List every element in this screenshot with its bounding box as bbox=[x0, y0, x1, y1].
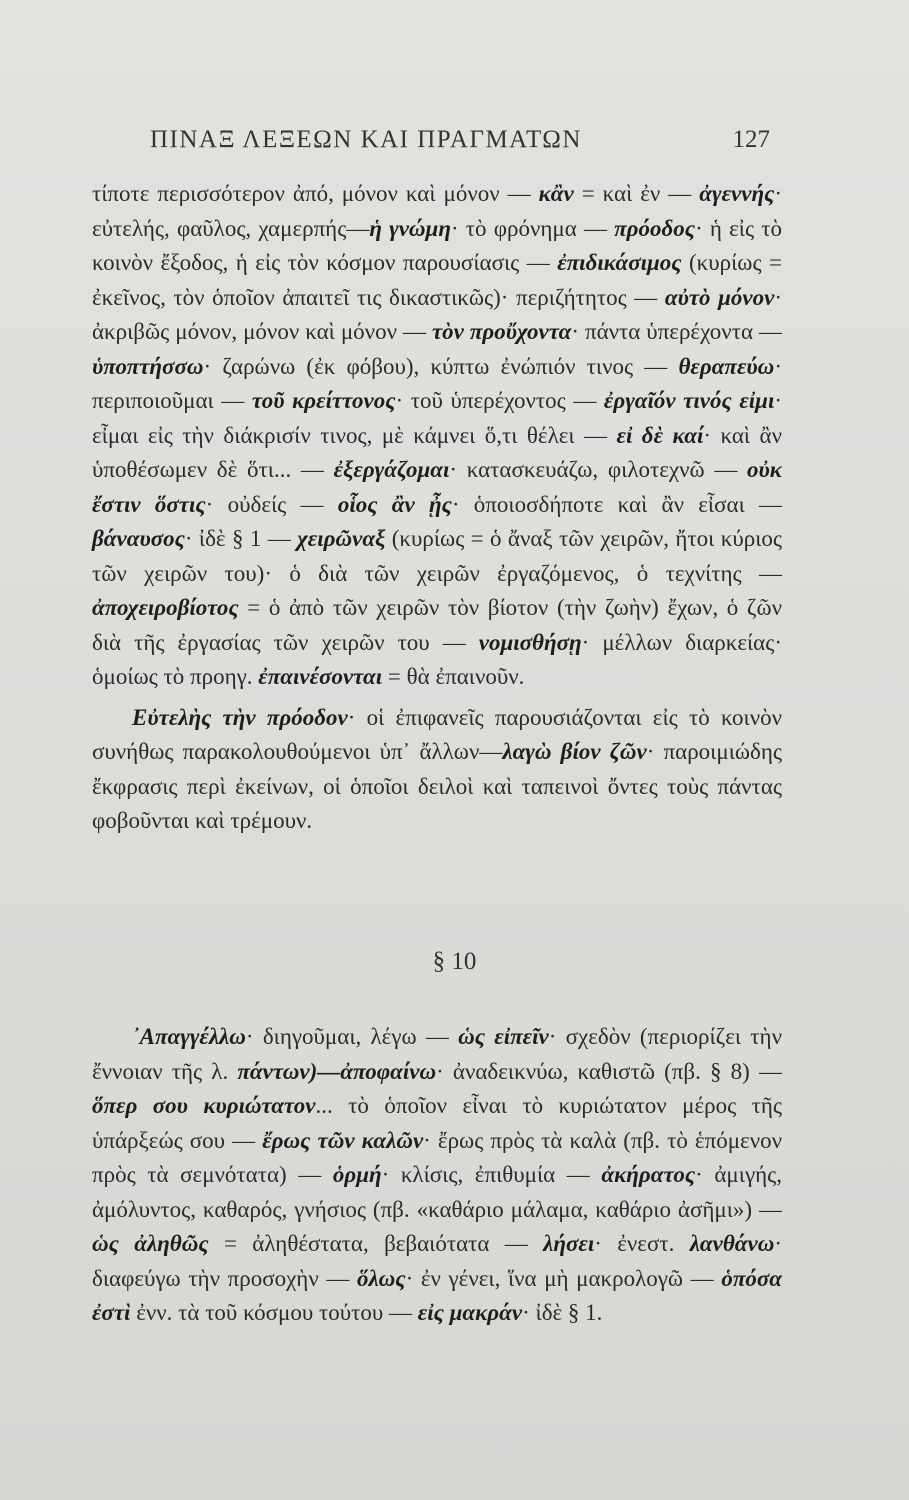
headword: ἐπιδικάσιμος bbox=[557, 250, 682, 275]
definition-text: · κλίσις, ἐπιθυμία — bbox=[381, 1162, 602, 1187]
headword: ὡς εἰπεῖν bbox=[458, 1024, 549, 1049]
definition-text: · ἀναδεικνύω, καθιστῶ (πβ. § 8) — bbox=[436, 1058, 783, 1084]
headword: λαγὼ βίον ζῶν bbox=[502, 739, 647, 764]
headword: χειρῶναξ bbox=[297, 526, 386, 551]
definition-text: ... τὸ ὁποῖον εἶναι τὸ κυριώτατον μέρος τῆς ὑπάρξεώς σου — bbox=[92, 1093, 782, 1153]
glossary-paragraph-3 bbox=[92, 1020, 782, 1331]
headword: κἂν bbox=[538, 181, 574, 206]
headword: οὐκ ἔστιν ὅστις bbox=[92, 457, 782, 517]
definition-text: ἐνν. τὰ τοῦ κόσμου τούτου — bbox=[130, 1300, 418, 1325]
headword: ἡ γνώμη bbox=[369, 215, 451, 241]
headword: ἐργαῖόν τινός εἰμι bbox=[603, 388, 775, 413]
definition-text: · εὐτελής, φαῦλος, χαμερπής— bbox=[92, 181, 782, 241]
headword: τὸν προὔχοντα bbox=[431, 319, 572, 344]
page-header bbox=[150, 120, 770, 160]
headword: ἀποχειροβίοτος bbox=[92, 595, 239, 620]
headword: ὡς ἀληθῶς bbox=[92, 1231, 209, 1256]
definition-text: (κυρίως = ὁ ἄναξ τῶν χειρῶν, ἤτοι κύριος τῶν χειρῶν του)· ὁ διὰ τῶν χειρῶν ἐργαζόμενος, ὁ τεχνίτης — bbox=[92, 526, 782, 586]
definition-text: · διηγοῦμαι, λέγω — bbox=[245, 1024, 459, 1049]
headword: πρόοδος bbox=[614, 215, 696, 241]
headword: ὑποπτήσσω bbox=[92, 353, 204, 379]
glossary-paragraph-2 bbox=[92, 701, 782, 839]
section-heading: § 10 bbox=[432, 948, 477, 975]
headword: Εὐτελὴς τὴν πρόοδον bbox=[132, 704, 348, 730]
definition-text: · τοῦ ὑπερέχοντος — bbox=[395, 388, 604, 413]
definition-text: · διαφεύγω τὴν προσοχὴν — bbox=[92, 1231, 783, 1291]
headword: ὁπόσα ἐστὶ bbox=[92, 1265, 782, 1325]
glossary-paragraph-1 bbox=[92, 177, 782, 695]
headword: οἷος ἂν ᾖς bbox=[337, 491, 452, 517]
definition-text: · ἐν γένει, ἵνα μὴ μακρολογῶ — bbox=[405, 1265, 722, 1291]
headword: εἰ δὲ καί bbox=[616, 422, 704, 448]
definition-text: · κατασκευάζω, φιλοτεχνῶ — bbox=[449, 457, 748, 482]
definition-text: (κυρίως = ἐκεῖνος, τὸν ὁποῖον ἀπαιτεῖ τις δικαστικῶς)· περιζήτητος — bbox=[92, 250, 782, 310]
headword: βάναυσος bbox=[92, 526, 185, 551]
definition-text: · οἱ ἐπιφανεῖς παρουσιάζονται εἰς τὸ κοινὸν συνήθως παρακολουθούμενοι ὑπ᾽ ἄλλων— bbox=[92, 704, 783, 764]
headword: ἀκήρατος bbox=[601, 1162, 696, 1187]
definition-text: · ἀκριβῶς μόνον, μόνον καὶ μόνον — bbox=[92, 284, 782, 344]
definition-text: · σχεδὸν (περιορίζει τὴν ἔννοιαν τῆς λ. bbox=[92, 1024, 782, 1084]
definition-text: · ἐνεστ. bbox=[594, 1231, 690, 1256]
definition-text: · πάντα ὑπερέχοντα — bbox=[571, 319, 782, 344]
definition-text: · ἰδὲ § 1 — bbox=[184, 526, 298, 551]
headword: πάντων)—ἀποφαίνω bbox=[237, 1058, 437, 1084]
headword: τοῦ κρείττονος bbox=[251, 388, 396, 413]
definition-text: · καὶ ἂν ὑποθέσωμεν δὲ ὅτι... — bbox=[92, 422, 782, 482]
definition-text: · ἡ εἰς τὸ κοινὸν ἔξοδος, ἡ εἰς τὸν κόσμον παρουσίασις — bbox=[92, 215, 782, 275]
headword: ἔρως τῶν καλῶν bbox=[262, 1127, 424, 1153]
definition-text: · περιποιοῦμαι — bbox=[92, 353, 782, 413]
headword: λήσει bbox=[543, 1231, 595, 1256]
definition-text: · τὸ φρόνημα — bbox=[450, 215, 615, 241]
headword: ἐπαινέσονται bbox=[258, 664, 383, 689]
definition-text: = θὰ ἐπαινοῦν. bbox=[382, 664, 525, 689]
definition-text: · ζαρώνω (ἐκ φόβου), κύπτω ἐνώπιόν τινος — bbox=[203, 353, 679, 379]
definition-text: · ἀμιγής, ἀμόλυντος, καθαρός, γνήσιος (πβ. «καθάριο μάλαμα, καθάριο ἀσῆμι») — bbox=[92, 1162, 782, 1222]
headword: θεραπεύω bbox=[678, 353, 775, 379]
headword: ἐξεργάζομαι bbox=[333, 457, 450, 482]
headword: ὅλως bbox=[356, 1265, 406, 1291]
headword: νομισθήσῃ bbox=[478, 629, 582, 655]
definition-text: τίποτε περισσότερον ἀπό, μόνον καὶ μόνον — bbox=[92, 181, 539, 206]
definition-text: · ὁποιοσδήποτε καὶ ἂν εἶσαι — bbox=[451, 491, 783, 517]
definition-text: = ὁ ἀπὸ τῶν χειρῶν τὸν βίοτον (τὴν ζωὴν) ἔχων, ὁ ζῶν διὰ τῆς ἐργασίας τῶν χειρῶν του — bbox=[92, 595, 782, 655]
headword: εἰς μακράν bbox=[417, 1300, 523, 1325]
definition-text: · παροιμιώδης ἔκφρασις περὶ ἐκείνων, οἱ ὁποῖοι δειλοὶ καὶ ταπεινοὶ ὄντες τοὺς πάντας φοβοῦνται καὶ τρέμουν. bbox=[92, 739, 782, 833]
definition-text: = ἀληθέστατα, βεβαιότατα — bbox=[208, 1231, 544, 1256]
headword: ὅπερ σου κυριώτατον bbox=[92, 1093, 316, 1118]
headword: ᾽Απαγγέλλω bbox=[132, 1024, 246, 1049]
running-title: ΠΙΝΑΞ ΛΕΞΕΩΝ ΚΑΙ ΠΡΑΓΜΑΤΩΝ bbox=[150, 126, 582, 153]
headword: ἀγεννής bbox=[699, 181, 775, 206]
headword: αὐτὸ μόνον bbox=[664, 284, 775, 310]
definition-text: · ἔρως πρὸς τὰ καλὰ (πβ. τὸ ἑπόμενον πρὸς τὰ σεμνότατα) — bbox=[92, 1127, 782, 1187]
definition-text: · μέλλων διαρκείας· ὁμοίως τὸ προηγ. bbox=[92, 629, 783, 689]
page-number: 127 bbox=[732, 126, 770, 153]
headword: λανθάνω bbox=[689, 1231, 775, 1256]
body-text bbox=[92, 177, 782, 839]
definition-text: · ἰδὲ § 1. bbox=[522, 1300, 603, 1325]
definition-text: · οὐδείς — bbox=[205, 491, 338, 517]
headword: ὁρμή bbox=[332, 1162, 382, 1187]
definition-text: · εἶμαι εἰς τὴν διάκρισίν τινος, μὲ κάμνει ὅ,τι θέλει — bbox=[92, 388, 783, 448]
definition-text: = καὶ ἐν — bbox=[573, 181, 700, 206]
